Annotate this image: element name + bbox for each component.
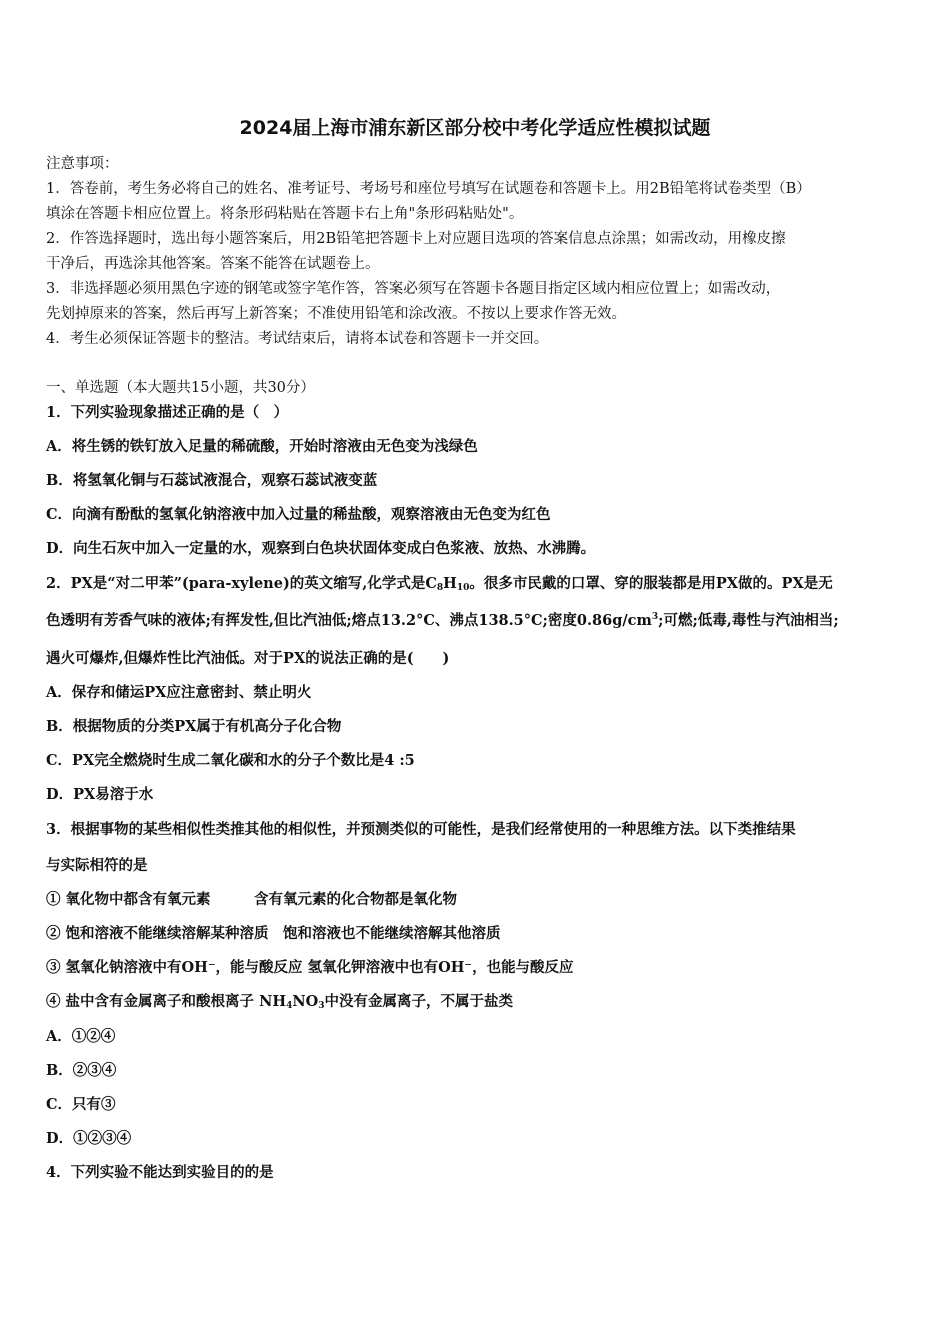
notice-line: 填涂在答题卡相应位置上。将条形码粘贴在答题卡右上角"条形码粘贴处"。 xyxy=(46,206,524,222)
notice-line: 先划掉原来的答案，然后再写上新答案；不准使用铅笔和涂改液。不按以上要求作答无效。 xyxy=(46,306,626,322)
question-3-option-a: A．①②④ xyxy=(46,1028,116,1045)
question-3-stem-line-1: 3．根据事物的某些相似性类推其他的相似性，并预测类似的可能性，是我们经常使用的一种思维方法。以下类推结果 xyxy=(46,821,796,838)
question-1-stem: 1．下列实验现象描述正确的是（ ） xyxy=(46,404,289,421)
question-3-item-4: ④ 盐中含有金属离子和酸根离子 $NH_4NO_3$中没有金属离子，不属于盐类 xyxy=(46,993,513,1011)
question-1-option-b: B．将氢氧化铜与石蕊试液混合，观察石蕊试液变蓝 xyxy=(46,472,378,489)
question-2-option-c: C．PX完全燃烧时生成二氧化碳和水的分子个数比是4 :5 xyxy=(46,752,415,769)
question-1-option-d: D．向生石灰中加入一定量的水，观察到白色块状固体变成白色浆液、放热、水沸腾。 xyxy=(46,540,596,557)
question-3-item-1: ① 氧化物中都含有氧元素 含有氧元素的化合物都是氧化物 xyxy=(46,891,458,908)
notice-line: 1．答卷前，考生务必将自己的姓名、准考证号、考场号和座位号填写在试题卷和答题卡上。用2B铅笔将试卷类型（B） xyxy=(46,181,811,197)
question-3-option-d: D．①②③④ xyxy=(46,1130,132,1147)
question-2-stem-line-2: 色透明有芳香气味的液体;有挥发性,但比汽油低;熔点13.2°C、沸点138.5°C;密度$0.86g/cm^3$;可燃;低毒,毒性与汽油相当; xyxy=(46,612,839,629)
question-3-option-c: C．只有③ xyxy=(46,1096,116,1113)
question-2-option-b: B．根据物质的分类PX属于有机高分子化合物 xyxy=(46,718,342,735)
notice-line: 2．作答选择题时，选出每小题答案后，用2B铅笔把答题卡上对应题目选项的答案信息点涂黑；如需改动，用橡皮擦 xyxy=(46,231,786,247)
question-4-stem: 4．下列实验不能达到实验目的的是 xyxy=(46,1164,274,1181)
question-3-item-3: ③ 氢氧化钠溶液中有OH⁻，能与酸反应 氢氧化钾溶液中也有OH⁻，也能与酸反应 xyxy=(46,959,574,976)
notice-heading: 注意事项： xyxy=(46,156,119,172)
notice-line: 3．非选择题必须用黑色字迹的钢笔或签字笔作答，答案必须写在答题卡各题目指定区域内相应位置上；如需改动， xyxy=(46,281,781,297)
question-2-option-a: A．保存和储运PX应注意密封、禁止明火 xyxy=(46,684,312,701)
section-heading: 一、单选题（本大题共15小题，共30分） xyxy=(46,380,315,396)
question-2-stem-line-3: 遇火可爆炸,但爆炸性比汽油低。对于PX的说法正确的是( ) xyxy=(46,650,450,667)
question-3-item-2: ② 饱和溶液不能继续溶解某种溶质 饱和溶液也不能继续溶解其他溶质 xyxy=(46,925,501,942)
notice-line: 干净后，再选涂其他答案。答案不能答在试题卷上。 xyxy=(46,256,380,272)
page-title: 2024届上海市浦东新区部分校中考化学适应性模拟试题 xyxy=(239,117,711,139)
question-1-option-c: C．向滴有酚酞的氢氧化钠溶液中加入过量的稀盐酸，观察溶液由无色变为红色 xyxy=(46,506,551,523)
question-1-option-a: A．将生锈的铁钉放入足量的稀硫酸，开始时溶液由无色变为浅绿色 xyxy=(46,438,478,455)
notice-line: 4．考生必须保证答题卡的整洁。考试结束后，请将本试卷和答题卡一并交回。 xyxy=(46,331,549,347)
question-3-stem-line-2: 与实际相符的是 xyxy=(46,857,148,874)
question-2-option-d: D．PX易溶于水 xyxy=(46,786,154,803)
question-3-option-b: B．②③④ xyxy=(46,1062,117,1079)
question-2-stem-line-1: 2．PX是“对二甲苯”(para-xylene)的英文缩写,化学式是$C_8H_{10}$。很多市民戴的口罩、穿的服装都是用PX做的。PX是无 xyxy=(46,575,833,593)
